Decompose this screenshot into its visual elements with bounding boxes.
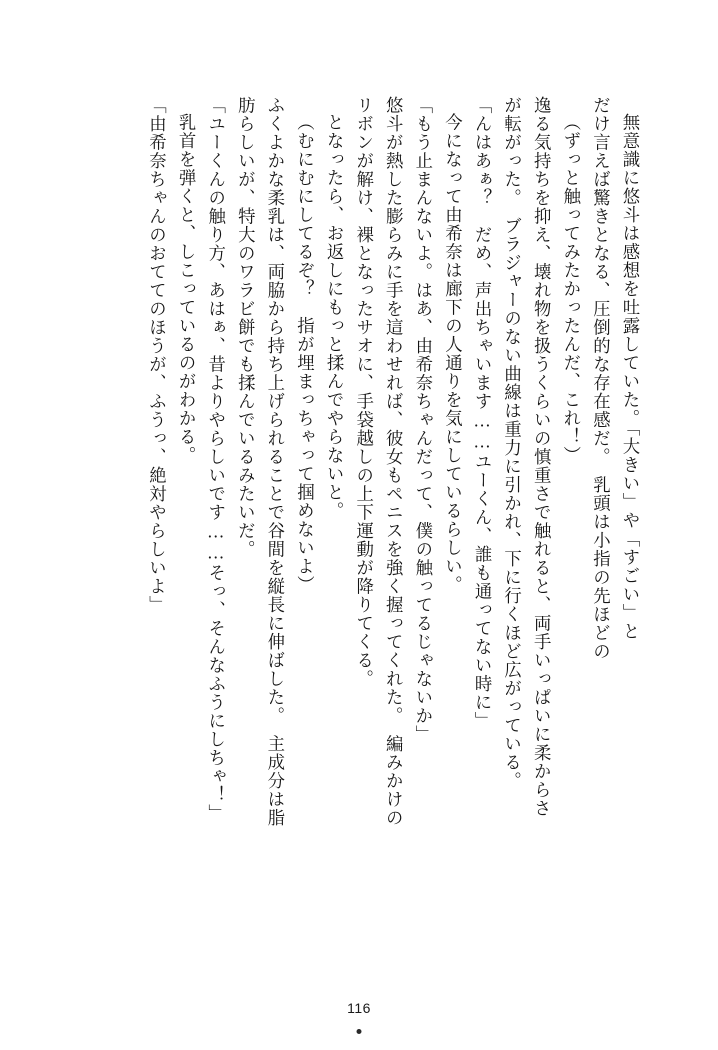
text-line: となったら、お返しにもっと揉んでやらないと。	[324, 113, 345, 520]
text-line: 「もう止まんないよ。はあ、由希奈ちゃんだって、僕の触ってるじゃないか」	[412, 96, 433, 744]
text-line: 「ユーくんの触り方、あはぁ、昔よりやらしいです……そっ、そんなふうにしちゃ！」	[205, 96, 226, 823]
page-number: 116	[347, 1000, 371, 1016]
text-line: 今になって由希奈は廊下の人通りを気にしているらしい。	[442, 113, 463, 594]
text-line: 肪らしいが、特大のワラビ餅でも揉んでいるみたいだ。	[235, 96, 256, 559]
text-line: （ずっと触ってみたかったんだ、これ！）	[560, 113, 581, 465]
text-line: 逸る気持ちを抑え、壊れ物を扱うくらいの慎重さで触れると、両手いっぱいに柔からさ	[531, 96, 552, 818]
footer-dot-icon	[357, 1029, 362, 1034]
text-line: ふくよかな柔乳は、両脇から持ち上げられることで谷間を縦長に伸ばした。 主成分は脂	[264, 96, 285, 828]
text-line: だけ言えば驚きとなる、圧倒的な存在感だ。 乳頭は小指の先ほどの	[590, 96, 611, 661]
text-line: リボンが解け、裸となったサオに、手袋越しの上下運動が降りてくる。	[353, 96, 374, 688]
text-line: 乳首を弾くと、しこっているのがわかる。	[176, 113, 197, 465]
text-line: 「由希奈ちゃんのおててのほうが、ふうっ、絶対やらしいよ」	[146, 96, 167, 614]
text-line: （むにむにしてるぞ？ 指が埋まっちゃって掴めないよ）	[294, 113, 315, 594]
page-text-body	[74, 96, 644, 926]
text-line: 「んはあぁ？ だめ、声出ちゃいます……ユーくん、誰も通ってない時に」	[472, 96, 493, 731]
text-line: が転がった。 ブラジャーのない曲線は重力に引かれ、下に行くほど広がっている。	[501, 96, 522, 791]
text-line: 無意識に悠斗は感想を吐露していた。「大きい」や「すごい」と	[620, 113, 640, 641]
text-line: 悠斗が熱した膨らみに手を這わせれば、彼女もペニスを強く握ってくれた。 編みかけの	[383, 96, 404, 828]
